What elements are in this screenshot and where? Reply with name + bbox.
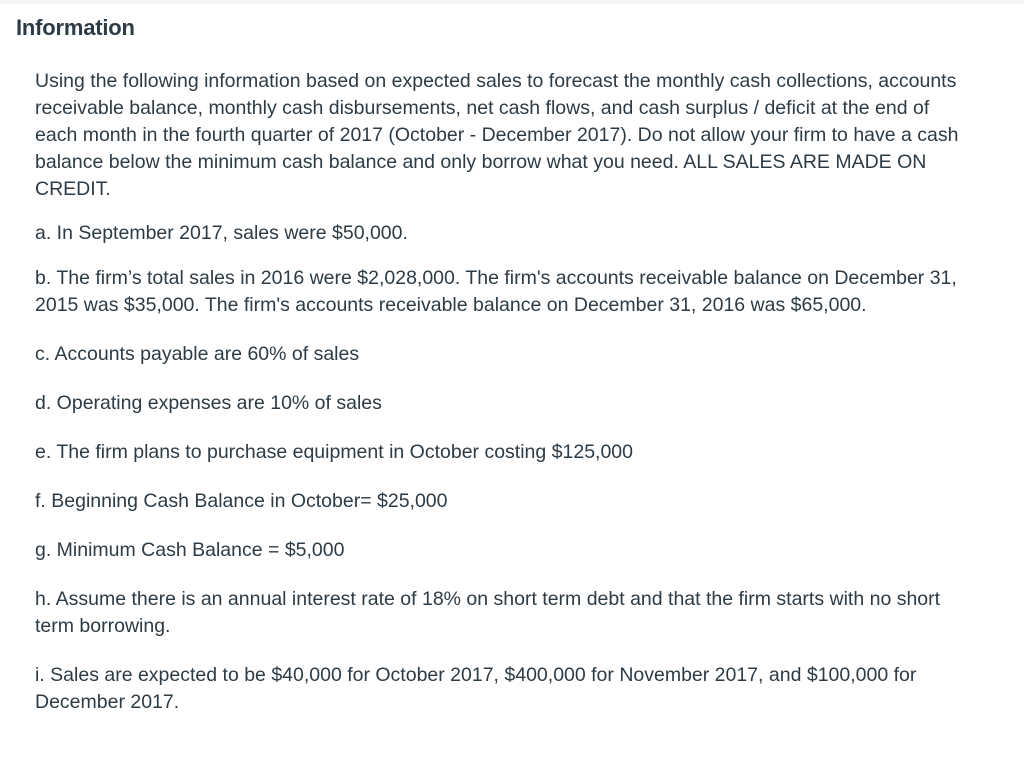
intro-paragraph: Using the following information based on expected sales to forecast the monthly cash collections, accounts receivable balance, monthly cash disbursements, net cash flows, and cash surplus / deficit at the end of each month in the fourth quarter of 2017 (October - December 2017). Do not allow your firm to have a cash balance below the minimum cash balance and only borrow what you need. ALL SALES ARE MADE ON CREDIT.: [35, 70, 959, 200]
top-divider: [0, 0, 1024, 4]
item-a: a. In September 2017, sales were $50,000.: [35, 222, 408, 244]
item-g: g. Minimum Cash Balance = $5,000: [35, 539, 345, 561]
information-body: [35, 68, 970, 738]
item-c: c. Accounts payable are 60% of sales: [35, 343, 360, 365]
section-title: Information: [16, 15, 135, 40]
item-i: i. Sales are expected to be $40,000 for October 2017, $400,000 for November 2017, and $100,000 for December 2017.: [35, 664, 917, 713]
item-f: f. Beginning Cash Balance in October= $25,000: [35, 490, 448, 512]
item-d: d. Operating expenses are 10% of sales: [35, 392, 382, 414]
item-e: e. The firm plans to purchase equipment in October costing $125,000: [35, 441, 633, 463]
item-b: b. The firm’s total sales in 2016 were $2,028,000. The firm's accounts receivable balance on December 31, 2015 was $35,000. The firm's accounts receivable balance on December 31, 2016 was $65,000.: [35, 267, 957, 316]
item-h: h. Assume there is an annual interest rate of 18% on short term debt and that the firm starts with no short term borrowing.: [35, 588, 941, 637]
